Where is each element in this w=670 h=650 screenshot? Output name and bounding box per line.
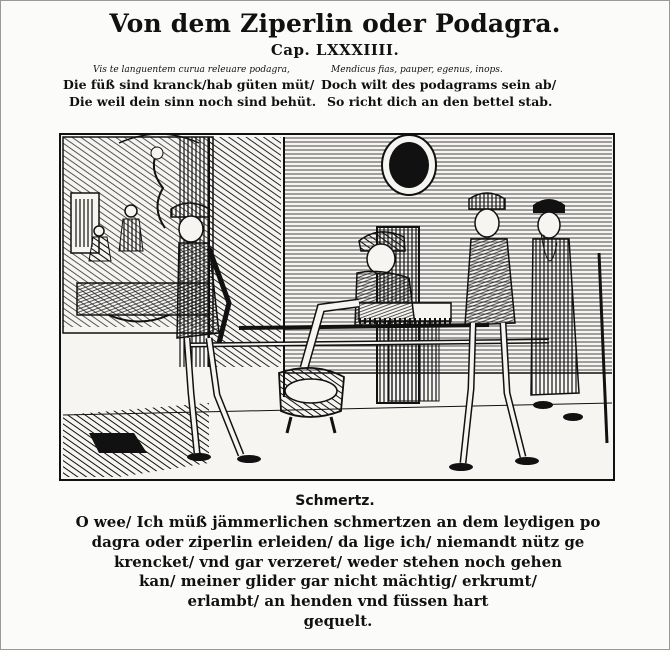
verse-right-line-1: Doch wilt des podagrams sein ab/ (321, 77, 557, 92)
body-line-1: O wee/ Ich müß jämmerlichen schmertzen an dem leydigen po (75, 513, 601, 531)
chapter-heading: Cap. LXXXIIII. (270, 41, 400, 59)
body-line-5: erlambt/ an henden vnd füssen hart (187, 592, 489, 611)
body-line-2: dagra oder ziperlin erleiden/ da lige ich/ niemandt nütz ge (91, 532, 585, 551)
woodcut-illustration (59, 133, 615, 481)
verse-right-line-2: So richt dich an den bettel stab. (327, 94, 553, 109)
caption-heading: Schmertz. (295, 493, 375, 509)
latin-motto-left: Vis te languentem curua releuare podagra, (93, 65, 290, 75)
verse-left-line-2: Die weil dein sinn noch sind behüt. (69, 94, 317, 109)
latin-motto-right: Mendicus fias, pauper, egenus, inops. (331, 65, 503, 75)
verse-left-line-1: Die füß sind kranck/hab güten müt/ (63, 77, 315, 92)
body-text (65, 513, 611, 632)
body-line-3: krencket/ vnd gar verzeret/ weder stehen noch gehen (113, 552, 563, 571)
verse-left (63, 64, 316, 110)
verse-right (321, 64, 556, 110)
body-line-4: kan/ meiner glider gar nicht mächtig/ erkrumt/ (139, 572, 537, 591)
body-line-6: gequelt. (303, 611, 373, 630)
round-window (382, 135, 436, 195)
page-title: Von dem Ziperlin oder Podagra. (109, 9, 561, 38)
